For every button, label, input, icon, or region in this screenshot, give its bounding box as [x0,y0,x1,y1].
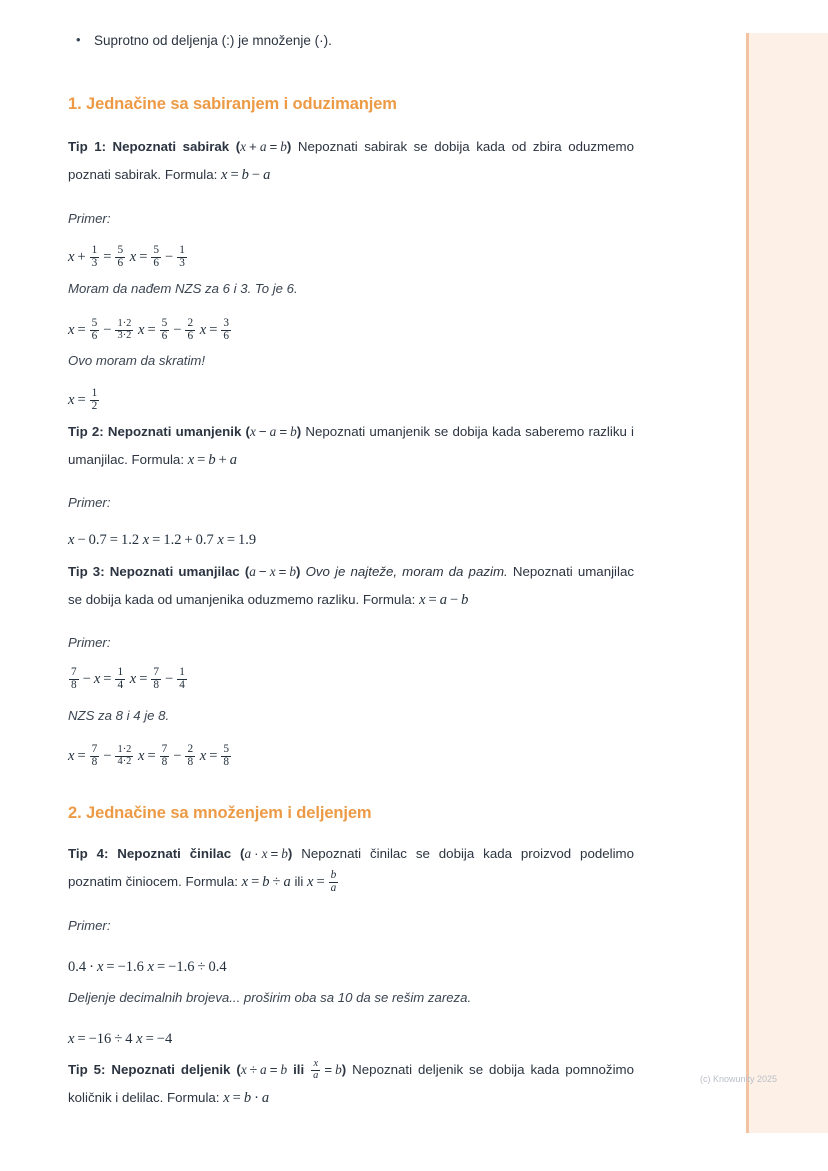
tip-4-primer-label [68,915,634,937]
tip-2-step-1 [68,528,634,552]
tip-4-step-2 [68,1027,634,1051]
tip-2-label: Tip 2: Nepoznati umanjenik [68,424,242,439]
math-line: x + $\frac{1}{3}$ = $\frac{5}{6}$ x = $\frac{5}{6}$ − $\frac{1}{3}$ [68,244,185,269]
intro-bullet-list [68,30,634,52]
tip-2-formula: x = b + a [187,452,238,468]
tip-4-block [68,840,634,896]
note-text: Deljenje decimalnih brojeva... proširim oba sa 10 da se rešim zareza. [68,990,472,1005]
math-line: $\frac{7}{8}$ − x = $\frac{1}{4}$ x = $\frac{7}{8}$ − $\frac{1}{4}$ [71,666,185,691]
tip-3-primer-label [68,632,634,654]
tip-5-description: Nepoznati deljenik se dobija kada pomnožimo količnik i delilac. Formula: [68,1062,635,1105]
document-content [68,30,635,1106]
tip-1-note-2 [68,350,634,372]
tip-1-block [68,133,634,189]
tip-3-block [68,558,634,614]
tip-5-label: Tip 5: Nepoznati deljenik [68,1062,231,1077]
list-item: • Suprotno od deljenja (:) je množenje (·). [68,30,634,52]
tip-1-label: Tip 1: Nepoznati sabirak [68,139,230,154]
math-line: x = $\frac{1}{2}$ [68,387,98,412]
tip-1-step-1 [68,245,634,270]
footer-copyright: (c) Knowunity 2025 [700,1074,778,1084]
tip-4-description: Nepoznati činilac se dobija kada proizvod podelimo poznatim činiocem. Formula: [68,846,635,889]
tip-4-formula: x = b ÷ a [241,874,291,890]
tip-5-formula: x = b · a [223,1090,270,1106]
tip-1-note-1 [68,278,634,300]
tip-1-description: Nepoznati sabirak se dobija kada od zbira oduzmemo poznati sabirak. Formula: [68,139,634,182]
tip-5-block [68,1056,634,1112]
math-line: x = −16 ÷ 4 x = −4 [68,1031,173,1047]
tip-3-emphasis: Ovo je najteže, moram da pazim. [305,564,508,579]
tip-5-ili: ili [293,1062,305,1077]
primer-label: Primer: [68,495,111,510]
primer-label: Primer: [68,918,111,933]
note-text: Ovo moram da skratim! [68,353,206,368]
tip-2-primer-label [68,492,634,514]
tip-3-step-1 [68,667,634,692]
primer-label: Primer: [68,211,111,226]
primer-label: Primer: [68,635,111,650]
math-line: x = $\frac{5}{6}$ − $\frac{1\cdot 2}{3\cdot 2}$ x = $\frac{5}{6}$ − $\frac{2}{6}$ x = $\frac{3}{6}$ [68,317,230,342]
math-line: 0.4 · x = −1.6 x = −1.6 ÷ 0.4 [68,959,227,975]
tip-1-step-3 [68,388,634,413]
tip-2-block [68,418,634,474]
tip-3-label: Tip 3: Nepoznati umanjilac [68,564,240,579]
tip-3-note-1 [68,705,634,727]
tip-1-primer-label [68,208,634,230]
tip-4-note-1 [68,987,634,1009]
tip-1-step-2 [68,318,634,343]
note-text: Moram da nađem NZS za 6 i 3. To je 6. [68,281,298,296]
section-heading-1: 1. Jednačine sa sabiranjem i oduzimanjem [68,95,397,113]
math-line: x = $\frac{7}{8}$ − $\frac{1\cdot 2}{4\cdot 2}$ x = $\frac{7}{8}$ − $\frac{2}{8}$ x = $\frac{5}{8}$ [68,743,230,768]
tip-5-paragraph: Tip 5: Nepoznati deljenik (x ÷ a = b ili $\frac{x}{a}$ = b) Nepoznati deljenik se dobija kada pomnožimo količnik i delilac. Formula: x = b · a [68,1058,635,1106]
tip-2-paragraph: Tip 2: Nepoznati umanjenik (x − a = b) Nepoznati umanjenik se dobija kada saberemo razliku i umanjilac. Formula: x = b + a [68,424,635,468]
tip-3-paragraph: Tip 3: Nepoznati umanjilac (a − x = b) Ovo je najteže, moram da pazim. Nepoznati umanjilac se dobija kada od umanjenika oduzmemo razliku. Formula: x = a − b [68,564,634,608]
tip-4-formula-alt: x = $\frac{b}{a}$ [307,868,337,894]
tip-4-paragraph: Tip 4: Nepoznati činilac (a · x = b) Nepoznati činilac se dobija kada proizvod podelimo poznatim činiocem. Formula: x = b ÷ a ili x = $\frac{b}{a}$ [68,846,635,894]
tip-2-description: Nepoznati umanjenik se dobija kada saberemo razliku i umanjilac. Formula: [68,424,635,467]
tip-4-label: Tip 4: Nepoznati činilac [68,846,232,861]
decorative-right-stripe [746,33,828,1133]
tip-1-formula: x = b − a [221,167,271,183]
tip-3-formula: x = a − b [419,592,469,608]
tip-4-step-1 [68,955,634,979]
math-line: x − 0.7 = 1.2 x = 1.2 + 0.7 x = 1.9 [68,532,257,548]
tip-3-step-2 [68,744,634,769]
note-text: NZS za 8 i 4 je 8. [68,708,170,723]
tip-1-paragraph: Tip 1: Nepoznati sabirak (x + a = b) Nepoznati sabirak se dobija kada od zbira oduzmemo poznati sabirak. Formula: x = b − a [68,139,634,183]
tip-4-ili: ili [294,874,304,889]
tip-3-description: Nepoznati umanjilac se dobija kada od umanjenika oduzmemo razliku. Formula: [68,564,634,607]
section-heading-2: 2. Jednačine sa množenjem i deljenjem [68,804,372,822]
